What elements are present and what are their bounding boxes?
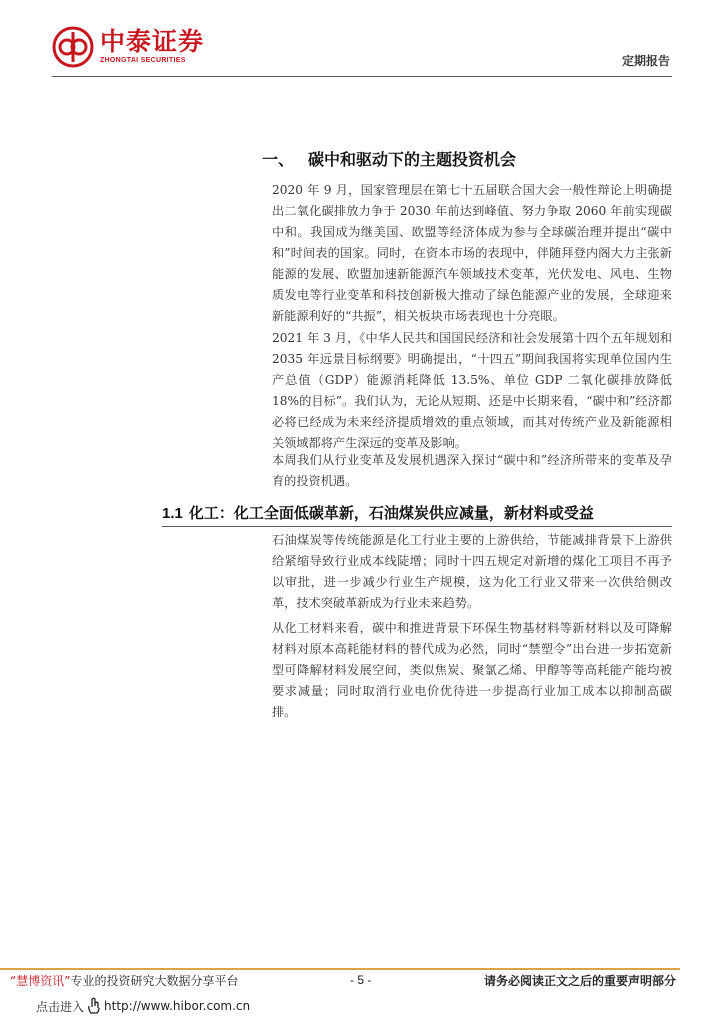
zhongtai-logo-icon bbox=[52, 26, 94, 68]
subsection-heading bbox=[162, 502, 594, 523]
logo-english-name: ZHONGTAI SECURITIES bbox=[100, 57, 186, 64]
footer-brand: “慧博资讯” bbox=[10, 974, 71, 988]
footer-disclaimer: 请务必阅读正文之后的重要声明部分 bbox=[483, 974, 676, 988]
body-paragraph: 2021 年 3 月，《中华人民共和国国民经济和社会发展第十四个五年规划和 2035 年远景目标纲要》明确提出，“十四五”期间我国将实现单位国内生产总值（GDP）能源消耗降低 13.5%、单位 GDP 二氧化碳排放降低 18%的目标”。我们认为，无论从短期、还是中长期来看，“碳中和”经济都必将已经成为未来经济提质增效的重点领域，而其对传统产业及新能源相关领域都将产生深远的变革及影响。 bbox=[272, 331, 672, 450]
report-type-label: 定期报告 bbox=[621, 54, 670, 68]
section-heading bbox=[262, 147, 516, 170]
footer-brand-line bbox=[10, 972, 238, 989]
body-paragraph: 2020 年 9 月，国家管理层在第七十五届联合国大会一般性辩论上明确提出二氧化碳排放力争于 2030 年前达到峰值、努力争取 2060 年前实现碳中和。我国成为继美国、欧盟等经济体成为参与全球碳治理并提出“碳中和”时间表的国家。同时，在资本市场的表现中，伴随拜登内阁大力主张新能源的发展、欧盟加速新能源汽车领域技术变革，光伏发电、风电、生物质发电等行业变革和科技创新极大推动了绿色能源产业的发展，全球迎来新能源利好的“共振”，相关板块市场表现也十分亮眼。 bbox=[272, 183, 672, 323]
section-title-text: 碳中和驱动下的主题投资机会 bbox=[308, 150, 517, 169]
subsection-divider bbox=[162, 526, 672, 527]
footer-link-line[interactable] bbox=[36, 997, 250, 1015]
header-divider bbox=[52, 76, 672, 77]
subsection-title-text: 化工：化工全面低碳革新，石油煤炭供应减量，新材料或受益 bbox=[188, 504, 594, 522]
footer-tagline: 专业的投资研究大数据分享平台 bbox=[70, 974, 239, 988]
body-paragraph: 从化工材料来看，碳中和推进背景下环保生物基材料等新材料以及可降解材料对原本高耗能材料的替代成为必然，同时“禁塑令”出台进一步拓宽新型可降解材料发展空间，类似焦炭、聚氯乙烯、甲醇等等高耗能产能均被要求减量；同时取消行业电价优待进一步提高行业加工成本以抑制高碳排。 bbox=[272, 621, 672, 719]
page-number: - 5 - bbox=[350, 973, 372, 987]
footer-link-prefix: 点击进入 bbox=[36, 999, 85, 1014]
pointer-hand-icon bbox=[86, 997, 102, 1015]
section-number: 一、 bbox=[262, 150, 295, 169]
body-paragraph: 本周我们从行业变革及发展机遇深入探讨“碳中和”经济所带来的变革及孕育的投资机遇。 bbox=[272, 453, 672, 488]
logo-chinese-name: 中泰证券 bbox=[100, 27, 205, 56]
footer-divider bbox=[0, 968, 680, 970]
company-logo bbox=[52, 26, 204, 68]
subsection-number: 1.1 bbox=[162, 505, 183, 522]
footer-url-link[interactable]: http://www.hibor.com.cn bbox=[104, 999, 251, 1013]
body-paragraph: 石油煤炭等传统能源是化工行业主要的上游供给，节能减排背景下上游供给紧缩导致行业成本线陡增；同时十四五规定对新增的煤化工项目不再予以审批，进一步减少行业生产规模，这为化工行业又带来一次供给侧改革，技术突破革新成为行业未来趋势。 bbox=[272, 533, 672, 610]
